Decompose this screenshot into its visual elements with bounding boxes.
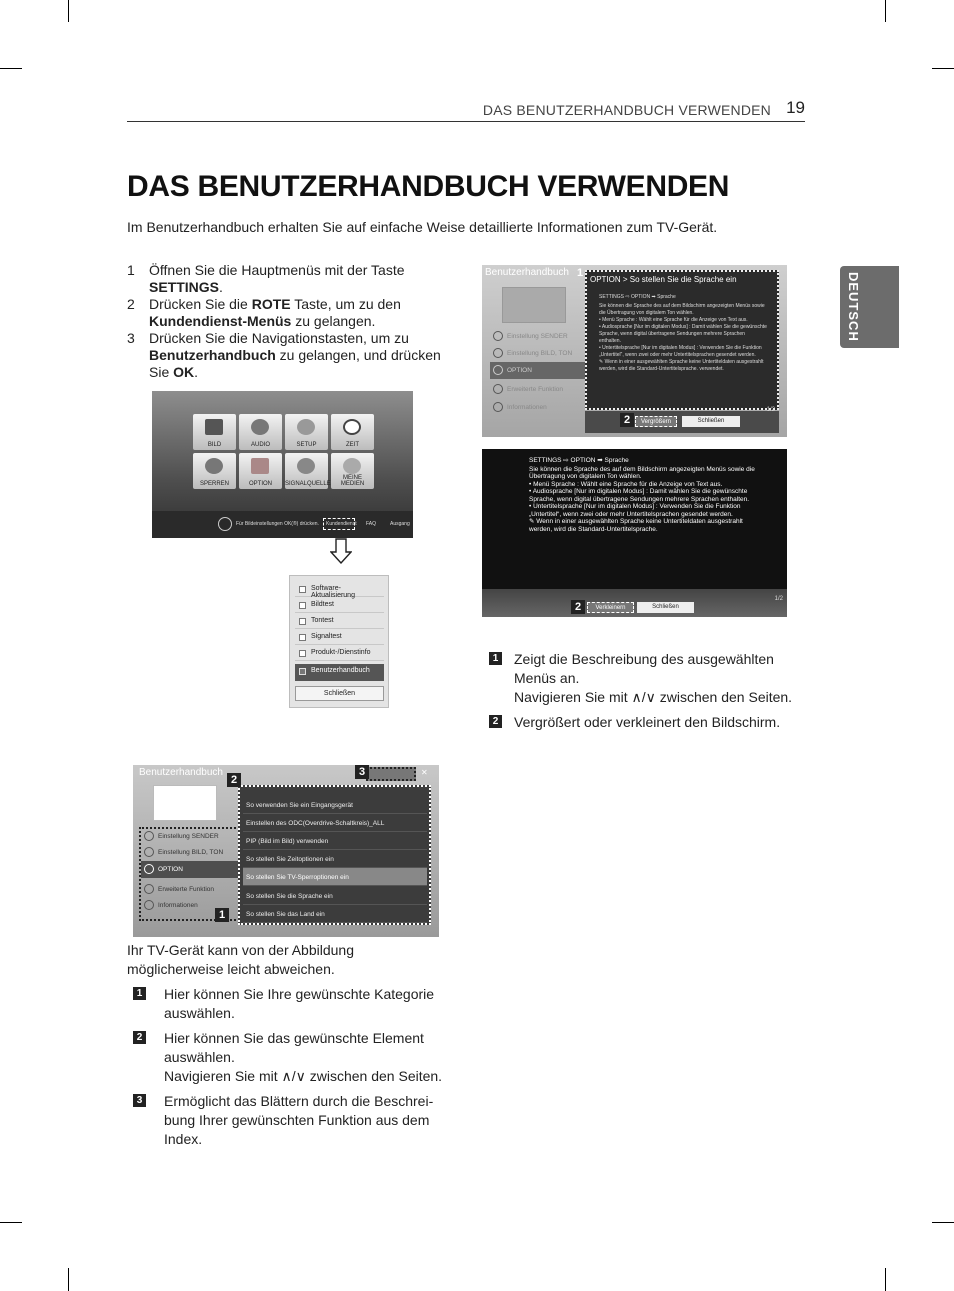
tile-signalquelle: SIGNALQUELLE [285, 453, 328, 489]
category-item: Einstellung SENDER [490, 328, 605, 345]
badge-1: 1 [576, 267, 584, 279]
badge-3: 3 [355, 765, 369, 779]
menu-item: Tontest [295, 614, 384, 629]
support-menu-screenshot [289, 575, 389, 708]
manual-header: Benutzerhandbuch [139, 767, 223, 778]
zoom-in-button[interactable]: Vergrößern [635, 416, 677, 427]
menu-item: Software-Aktualisierung [295, 582, 384, 597]
kundendienst-highlight: Kundendienst [323, 518, 355, 530]
category-item: Erweiterte Funktion [490, 381, 605, 398]
step-item: 2 Drücken Sie die ROTE Taste, um zu den Kundendienst-Menüs zu gelangen. [127, 296, 401, 329]
manual-screenshot [133, 765, 439, 937]
running-header [127, 96, 805, 122]
description-popup: OPTION > So stellen Sie die Sprache ein SETTINGS ⇨ OPTION ➡ Sprache Sie können die Sprache des auf dem Bildschirm angezeigten Menüs sowie die Übertragung von digitalem Ton wählen. • Menü Sprache : Wählt eine Sprache für die Anzeige von Text aus. • Audiosprache [Nur im digitalen Modus] : Damit wählen Sie die gewünschte Sprache, wenn digital übertragene Sendungen mehrere Sprachen enthalten. • Untertitelsprache [Nur im digitalen Modus] : Verwenden Sie die Funktion „Untertitel“, wenn zwei oder mehr Untertitelsprachen gesendet werden. ✎ Wenn in einer ausgewählten Sprache keine Untertiteldaten ausgestrahlt werden, wird die Standard-Untertitelsprache. verwendet. [585, 270, 779, 410]
crop-mark [0, 1222, 22, 1223]
steps-list [127, 262, 457, 381]
crop-mark [932, 1222, 954, 1223]
badge-2: 2 [620, 413, 634, 427]
step-item: 1 Öffnen Sie die Hauptmenüs mit der Taste SETTINGS. [127, 262, 405, 295]
page-number: 19 [786, 98, 805, 117]
tile-audio: AUDIO [239, 414, 282, 450]
menu-item: Produkt-/Dienstinfo [295, 646, 384, 661]
list-item: So stellen Sie die Sprache ein [243, 887, 427, 905]
category-item-active: OPTION [141, 861, 256, 878]
list-item: So verwenden Sie ein Eingangsgerät [243, 796, 427, 814]
list-item: So stellen Sie das Land ein [243, 905, 427, 923]
tv-home-screenshot [152, 391, 413, 538]
list-item: Einstellen des ODC(Overdrive-Schaltkreis)_ALL [243, 814, 427, 832]
list-item-active: So stellen Sie TV-Sperroptionen ein [243, 868, 427, 886]
close-button: Schließen [295, 686, 384, 701]
menu-item-active: Benutzerhandbuch [295, 664, 384, 681]
manual-fullscreen-screenshot: SETTINGS ⇨ OPTION ➡ Sprache Sie können die Sprache des auf dem Bildschirm angezeigten Menüs sowie die Übertragung von digitalem Ton wählen. • Menü Sprache : Wählt eine Sprache für die Anzeige von Text aus. • Audiosprache [Nur im digitalen Modus] : Damit wählen Sie die gewünschte Sprache, wenn digital übertragene Sendungen mehrere Sprachen enthalten. • Untertitelsprache [Nur im digitalen Modus] : Verwenden Sie die Funktion „Untertitel“, wenn zwei oder mehr Untertitelsprachen gesendet werden. ✎ Wenn in einer ausgewählten Sprache keine Untertiteldaten ausgestrahlt werden, wird die Standard-Untertitelsprache. Verkleinern Schließen 1/2 2 [482, 449, 787, 617]
tile-meine-medien: MEINE MEDIEN [331, 453, 374, 489]
crop-mark [885, 1268, 886, 1291]
badge-2: 2 [227, 773, 241, 787]
crop-mark [885, 0, 886, 22]
running-title: DAS BENUTZERHANDBUCH VERWENDEN [482, 102, 771, 118]
category-item: Informationen [490, 399, 605, 416]
menu-item: Signaltest [295, 630, 384, 645]
category-item: Einstellung BILD, TON [490, 345, 605, 362]
close-button[interactable]: Schließen [637, 602, 694, 613]
language-tab [840, 266, 899, 348]
close-icon: ✕ [421, 768, 428, 777]
crop-mark [0, 68, 22, 69]
item-list-highlight [238, 785, 431, 925]
category-item-active: OPTION [490, 362, 586, 379]
badge-1: 1 [215, 908, 229, 922]
category-item: Informationen [141, 897, 256, 914]
figure-caption: Ihr TV-Gerät kann von der Abbildung möglicherweise leicht abweichen. [127, 942, 354, 977]
badge-2: 2 [571, 600, 585, 614]
crop-mark [932, 68, 954, 69]
tile-option: OPTION [239, 453, 282, 489]
popup-button-bar: Vergrößern Schließen 1/2 [585, 411, 779, 433]
tile-sperren: SPERREN [193, 453, 236, 489]
tile-bild: BILD [193, 414, 236, 450]
category-item: Einstellung BILD, TON [141, 844, 256, 861]
arrow-down-icon [330, 538, 352, 564]
preview-thumbnail [153, 785, 217, 821]
category-item: Einstellung SENDER [141, 828, 256, 845]
language-tab-label: DEUTSCH [846, 272, 861, 342]
zoom-out-button[interactable]: Verkleinern [587, 602, 634, 613]
popup-button-bar: Verkleinern Schließen 1/2 [482, 589, 787, 617]
crop-mark [68, 0, 69, 22]
crop-mark [68, 1268, 69, 1291]
page-title: DAS BENUTZERHANDBUCH VERWENDEN [127, 170, 730, 203]
list-item: PIP (Bild im Bild) verwenden [243, 832, 427, 850]
close-button[interactable]: Schließen [682, 416, 740, 427]
tile-zeit: ZEIT [331, 414, 374, 450]
index-highlight [366, 767, 416, 781]
joystick-icon [218, 517, 232, 531]
list-item: So stellen Sie Zeitoptionen ein [243, 850, 427, 868]
tile-setup: SETUP [285, 414, 328, 450]
menu-item: Bildtest [295, 598, 384, 613]
intro-text: Im Benutzerhandbuch erhalten Sie auf einfache Weise detaillierte Informationen zum TV-Gerät. [127, 219, 718, 235]
tv-help-bar: Für Bildeinstellungen OK(®) drücken. Kundendienst FAQ Ausgang [152, 511, 413, 538]
step-item: 3 Drücken Sie die Navigationstasten, um zu Benutzerhandbuch zu gelangen, und drücken Sie OK. [127, 330, 441, 380]
manual-description-screenshot: Benutzerhandbuch Einstellung SENDER Einstellung BILD, TON OPTION Erweiterte Funktion Informationen OPTION > So stellen Sie die Sprache ein SETTINGS ⇨ OPTION ➡ Sprache Sie können die Sprache des auf dem Bildschirm angezeigten Menüs sowie die Übertragung von digitalem Ton wählen. • Menü Sprache : Wählt eine Sprache für die Anzeige von Text aus. • Audiosprache [Nur im digitalen Modus] : Damit wählen Sie die gewünschte Sprache, wenn digital übertragene Sendungen mehrere Sprachen enthalten. • Untertitelsprache [Nur im digitalen Modus] : Verwenden Sie die Funktion „Untertitel“, wenn zwei oder mehr Untertitelsprachen gesendet werden. ✎ Wenn in einer ausgewählten Sprache keine Untertiteldaten ausgestrahlt werden, wird die Standard-Untertitelsprache. verwendet. Vergrößern Schließen 1/2 1 2 [482, 265, 787, 437]
preview-thumbnail [502, 287, 566, 323]
category-item: Erweiterte Funktion [141, 881, 256, 898]
